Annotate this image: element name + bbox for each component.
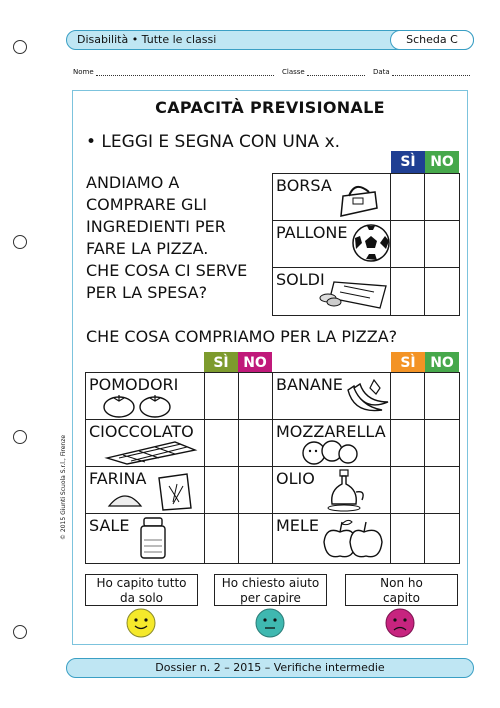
teal-neutral-icon[interactable]: [255, 608, 285, 638]
yes-checkbox[interactable]: [390, 466, 426, 515]
header-bar: [66, 30, 474, 50]
magenta-sad-icon[interactable]: [385, 608, 415, 638]
class-field: [282, 67, 365, 76]
salt-shaker-icon: [138, 516, 168, 562]
binder-hole: [13, 625, 27, 639]
item-label: SALE: [89, 516, 130, 535]
no-checkbox[interactable]: [424, 220, 460, 269]
footer-bar: Dossier n. 2 – 2015 – Verifiche intermedie: [66, 658, 474, 678]
date-label: Data: [373, 68, 390, 76]
no-checkbox[interactable]: [424, 267, 460, 316]
yes-header: SÌ: [391, 352, 425, 374]
flour-icon: [107, 472, 195, 512]
item-label: POMODORI: [89, 375, 179, 394]
item-label: FARINA: [89, 469, 147, 488]
soccer-ball-icon: [352, 223, 392, 263]
yes-checkbox[interactable]: [390, 513, 426, 564]
handbag-icon: [335, 178, 383, 218]
yellow-smile-icon[interactable]: [126, 608, 156, 638]
no-checkbox[interactable]: [238, 419, 274, 468]
binder-hole: [13, 430, 27, 444]
yes-checkbox[interactable]: [390, 372, 426, 421]
item-label: MOZZARELLA: [276, 422, 386, 441]
item-label: CIOCCOLATO: [89, 422, 194, 441]
yes-header: SÌ: [204, 352, 238, 374]
page-title: CAPACITÀ PREVISIONALE: [155, 98, 385, 117]
question-2: CHE COSA COMPRIAMO PER LA PIZZA?: [86, 327, 398, 346]
yes-checkbox[interactable]: [204, 372, 240, 421]
yes-checkbox[interactable]: [204, 513, 240, 564]
item-label: MELE: [276, 516, 319, 535]
no-checkbox[interactable]: [238, 513, 274, 564]
binder-hole: [13, 235, 27, 249]
item-label: PALLONE: [276, 223, 348, 242]
item-label: OLIO: [276, 469, 315, 488]
yes-checkbox[interactable]: [390, 220, 426, 269]
bananas-icon: [344, 376, 392, 418]
apples-icon: [322, 516, 384, 562]
no-checkbox[interactable]: [424, 372, 460, 421]
yes-header: SÌ: [391, 151, 425, 173]
chocolate-icon: [105, 440, 197, 466]
item-label: BORSA: [276, 176, 332, 195]
eval-option-asked-help[interactable]: Ho chiesto aiuto per capire: [214, 574, 327, 606]
no-header: NO: [238, 352, 272, 374]
no-checkbox[interactable]: [424, 513, 460, 564]
no-header: NO: [425, 352, 459, 374]
yes-checkbox[interactable]: [390, 419, 426, 468]
sheet-label: Scheda C: [390, 30, 474, 50]
mozzarella-icon: [300, 437, 360, 467]
question-1: ANDIAMO A COMPRARE GLI INGREDIENTI PER FARE LA PIZZA. CHE COSA CI SERVE PER LA SPESA?: [86, 173, 248, 302]
no-checkbox[interactable]: [424, 466, 460, 515]
no-checkbox[interactable]: [424, 173, 460, 222]
yes-checkbox[interactable]: [204, 419, 240, 468]
yes-checkbox[interactable]: [204, 466, 240, 515]
no-checkbox[interactable]: [238, 372, 274, 421]
name-label: Nome: [73, 68, 94, 76]
instruction: • LEGGI E SEGNA CON UNA x.: [86, 132, 341, 152]
class-label: Classe: [282, 68, 305, 76]
binder-hole: [13, 40, 27, 54]
no-checkbox[interactable]: [424, 419, 460, 468]
item-label: SOLDI: [276, 270, 325, 289]
tomatoes-icon: [103, 392, 175, 418]
yes-checkbox[interactable]: [390, 267, 426, 316]
copyright-note: © 2015 Giunti Scuola S.r.l., Firenze: [60, 434, 67, 540]
header-section: Disabilità • Tutte le classi: [77, 33, 217, 46]
eval-option-not-understood[interactable]: Non ho capito: [345, 574, 458, 606]
oil-bottle-icon: [328, 468, 368, 512]
yes-checkbox[interactable]: [390, 173, 426, 222]
date-field: [373, 67, 470, 76]
name-field: [73, 67, 274, 76]
no-header: NO: [425, 151, 459, 173]
money-icon: [320, 272, 388, 312]
item-label: BANANE: [276, 375, 343, 394]
no-checkbox[interactable]: [238, 466, 274, 515]
eval-option-understood-alone[interactable]: Ho capito tutto da solo: [85, 574, 198, 606]
